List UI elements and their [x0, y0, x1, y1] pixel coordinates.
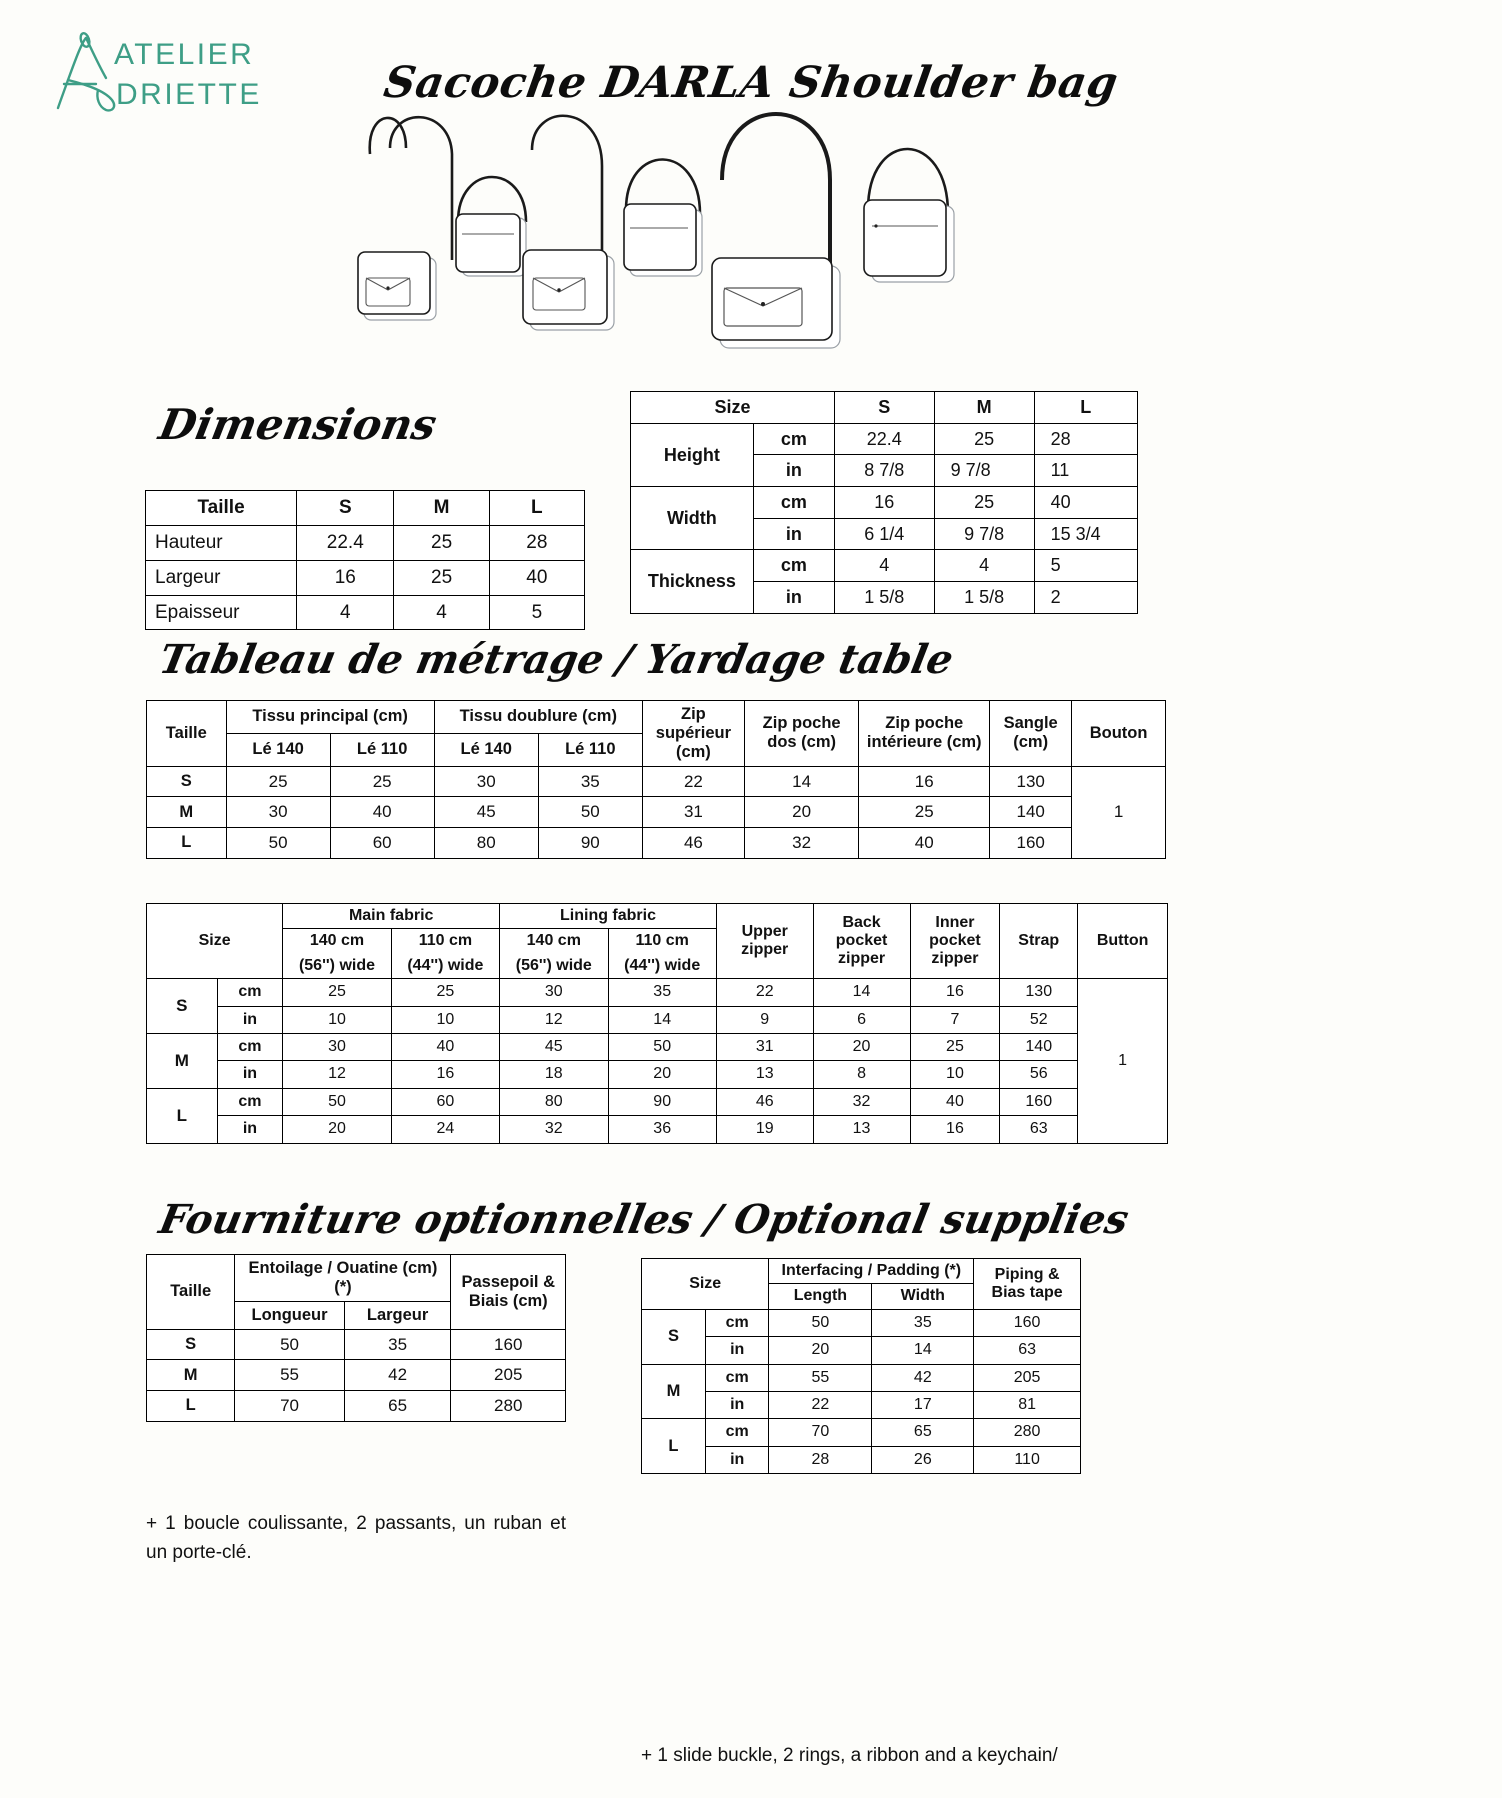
- sub-140cm: 140 cm: [283, 929, 391, 954]
- cell: 25: [330, 766, 434, 797]
- cell: 4: [297, 595, 394, 630]
- table-row: [642, 1364, 1081, 1391]
- row-label-height: Height: [631, 423, 754, 486]
- sub-largeur: Largeur: [344, 1301, 451, 1329]
- cell: 10: [283, 1006, 391, 1033]
- cell: 160: [1000, 1088, 1078, 1115]
- col-m: M: [934, 392, 1034, 424]
- cell: 30: [226, 797, 330, 828]
- row-label-epaisseur: Epaisseur: [146, 595, 297, 630]
- cell: 22.4: [834, 423, 934, 455]
- table-row: [147, 1329, 566, 1360]
- cell: 26: [872, 1446, 974, 1473]
- cell: 7: [910, 1006, 1000, 1033]
- bag-line-drawing: [330, 110, 1170, 375]
- col-size: Size: [631, 392, 835, 424]
- col-l: L: [1034, 392, 1137, 424]
- cell: 45: [434, 797, 538, 828]
- col-size: Size: [642, 1259, 769, 1310]
- cell: 90: [608, 1088, 716, 1115]
- cell: 16: [859, 766, 990, 797]
- sub-44-wide: (44'') wide: [391, 954, 499, 979]
- table-row: [147, 797, 1166, 828]
- sub-140cm: 140 cm: [500, 929, 608, 954]
- cell-bouton-value: 1: [1072, 766, 1166, 858]
- cell: 35: [872, 1309, 974, 1336]
- unit-cm: cm: [217, 1033, 283, 1060]
- cell: 5: [1034, 550, 1137, 582]
- heading-yardage: Tableau de métrage / Yardage table: [155, 636, 958, 683]
- cell: 32: [813, 1088, 910, 1115]
- footnote-en: + 1 slide buckle, 2 rings, a ribbon and a keychain/: [641, 1745, 1058, 1766]
- cell: 90: [538, 828, 642, 859]
- cell: 1 5/8: [934, 582, 1034, 614]
- table-row: [146, 525, 585, 560]
- unit-cm: cm: [753, 550, 834, 582]
- col-zip-poche-interieure: Zip poche intérieure (cm): [859, 701, 990, 767]
- table-row: [147, 1360, 566, 1391]
- cell: 55: [769, 1364, 872, 1391]
- row-size-l: L: [642, 1419, 706, 1474]
- group-tissu-doublure: Tissu doublure (cm): [434, 701, 642, 734]
- cell: 20: [813, 1033, 910, 1060]
- cell: 50: [538, 797, 642, 828]
- cell: 81: [974, 1391, 1081, 1418]
- cell-button-value: 1: [1078, 979, 1168, 1143]
- cell: 4: [834, 550, 934, 582]
- table-header-row: [147, 701, 1166, 734]
- cell: 160: [990, 828, 1072, 859]
- cell: 42: [872, 1364, 974, 1391]
- cell: 35: [538, 766, 642, 797]
- sub-le-140: Lé 140: [226, 733, 330, 766]
- cell: 4: [394, 595, 489, 630]
- table-row: [642, 1446, 1081, 1473]
- cell: 60: [330, 828, 434, 859]
- cell: 110: [974, 1446, 1081, 1473]
- cell: 17: [872, 1391, 974, 1418]
- cell: 8 7/8: [834, 455, 934, 487]
- cell: 160: [451, 1329, 566, 1360]
- dimensions-table-fr: [145, 490, 585, 630]
- row-size-l: L: [147, 1088, 218, 1143]
- page-title: Sacoche DARLA Shoulder bag: [380, 58, 1122, 108]
- table-row: [147, 1116, 1168, 1143]
- row-label-hauteur: Hauteur: [146, 525, 297, 560]
- table-row: [147, 979, 1168, 1006]
- col-m: M: [394, 491, 489, 526]
- cell: 20: [744, 797, 858, 828]
- cell: 22: [769, 1391, 872, 1418]
- table-row: [147, 1006, 1168, 1033]
- row-label-width: Width: [631, 487, 754, 550]
- unit-cm: cm: [217, 1088, 283, 1115]
- cell: 35: [344, 1329, 451, 1360]
- cell: 25: [391, 979, 499, 1006]
- table-header-row: [147, 904, 1168, 929]
- cell: 280: [451, 1391, 566, 1422]
- cell: 280: [974, 1419, 1081, 1446]
- cell: 12: [500, 1006, 608, 1033]
- cell: 9 7/8: [934, 518, 1034, 550]
- cell: 20: [769, 1337, 872, 1364]
- row-size-s: S: [147, 979, 218, 1034]
- cell: 11: [1034, 455, 1137, 487]
- cell: 50: [283, 1088, 391, 1115]
- cell: 25: [934, 487, 1034, 519]
- cell: 140: [990, 797, 1072, 828]
- sub-le-110: Lé 110: [538, 733, 642, 766]
- cell: 50: [226, 828, 330, 859]
- col-s: S: [297, 491, 394, 526]
- cell: 28: [489, 525, 584, 560]
- unit-in: in: [217, 1006, 283, 1033]
- cell: 18: [500, 1061, 608, 1088]
- cell: 14: [813, 979, 910, 1006]
- cell: 30: [434, 766, 538, 797]
- cell: 8: [813, 1061, 910, 1088]
- row-label-thickness: Thickness: [631, 550, 754, 613]
- cell: 40: [1034, 487, 1137, 519]
- group-entoilage-ouatine: Entoilage / Ouatine (cm) (*): [235, 1255, 451, 1302]
- col-s: S: [834, 392, 934, 424]
- table-row: [147, 766, 1166, 797]
- col-passepoil-biais: Passepoil & Biais (cm): [451, 1255, 566, 1330]
- cell: 14: [744, 766, 858, 797]
- cell: 25: [934, 423, 1034, 455]
- row-size-m: M: [147, 797, 227, 828]
- table-header-row: [146, 491, 585, 526]
- heading-optional-supplies: Fourniture optionnelles / Optional supplies: [155, 1196, 1133, 1243]
- cell: 22: [642, 766, 744, 797]
- cell: 19: [716, 1116, 813, 1143]
- cell: 30: [500, 979, 608, 1006]
- cell: 50: [235, 1329, 344, 1360]
- cell: 2: [1034, 582, 1137, 614]
- cell: 35: [608, 979, 716, 1006]
- cell: 16: [910, 1116, 1000, 1143]
- cell: 70: [769, 1419, 872, 1446]
- cell: 25: [226, 766, 330, 797]
- yardage-table-en: [146, 903, 1168, 1144]
- unit-in: in: [705, 1446, 768, 1473]
- col-taille: Taille: [146, 491, 297, 526]
- col-inner-pocket-zipper: Inner pocket zipper: [910, 904, 1000, 979]
- cell: 16: [297, 560, 394, 595]
- heading-dimensions: Dimensions: [155, 400, 441, 449]
- unit-in: in: [705, 1337, 768, 1364]
- sub-le-140: Lé 140: [434, 733, 538, 766]
- cell: 9: [716, 1006, 813, 1033]
- cell: 13: [813, 1116, 910, 1143]
- cell: 45: [500, 1033, 608, 1060]
- optional-table-fr: [146, 1254, 566, 1422]
- col-upper-zipper: Upper zipper: [716, 904, 813, 979]
- col-taille: Taille: [147, 701, 227, 767]
- col-taille: Taille: [147, 1255, 235, 1330]
- table-header-row: [631, 392, 1138, 424]
- col-piping-bias-tape: Piping & Bias tape: [974, 1259, 1081, 1310]
- group-tissu-principal: Tissu principal (cm): [226, 701, 434, 734]
- cell: 30: [283, 1033, 391, 1060]
- sub-length: Length: [769, 1284, 872, 1309]
- row-size-s: S: [642, 1309, 706, 1364]
- row-size-m: M: [147, 1360, 235, 1391]
- cell: 16: [910, 979, 1000, 1006]
- table-row: [147, 1088, 1168, 1115]
- cell: 32: [500, 1116, 608, 1143]
- cell: 140: [1000, 1033, 1078, 1060]
- cell: 63: [974, 1337, 1081, 1364]
- cell: 28: [769, 1446, 872, 1473]
- unit-in: in: [705, 1391, 768, 1418]
- cell: 40: [489, 560, 584, 595]
- dimensions-table-en: [630, 391, 1138, 614]
- table-row: [147, 1061, 1168, 1088]
- cell: 50: [769, 1309, 872, 1336]
- row-size-s: S: [147, 1329, 235, 1360]
- unit-in: in: [753, 518, 834, 550]
- cell: 50: [608, 1033, 716, 1060]
- cell: 40: [330, 797, 434, 828]
- unit-in: in: [217, 1116, 283, 1143]
- cell: 1 5/8: [834, 582, 934, 614]
- col-button: Button: [1078, 904, 1168, 979]
- sub-56-wide: (56'') wide: [500, 954, 608, 979]
- table-row: [147, 828, 1166, 859]
- cell: 52: [1000, 1006, 1078, 1033]
- cell: 40: [910, 1088, 1000, 1115]
- table-header-row: [147, 1255, 566, 1302]
- table-row: [146, 595, 585, 630]
- row-size-s: S: [147, 766, 227, 797]
- cell: 6: [813, 1006, 910, 1033]
- cell: 80: [500, 1088, 608, 1115]
- cell: 60: [391, 1088, 499, 1115]
- cell: 65: [344, 1391, 451, 1422]
- cell: 25: [859, 797, 990, 828]
- sub-le-110: Lé 110: [330, 733, 434, 766]
- unit-in: in: [753, 455, 834, 487]
- col-zip-poche-dos: Zip poche dos (cm): [744, 701, 858, 767]
- cell: 25: [910, 1033, 1000, 1060]
- cell: 40: [391, 1033, 499, 1060]
- table-row: [147, 1391, 566, 1422]
- cell: 160: [974, 1309, 1081, 1336]
- cell: 22.4: [297, 525, 394, 560]
- unit-in: in: [753, 582, 834, 614]
- cell: 205: [974, 1364, 1081, 1391]
- cell: 20: [608, 1061, 716, 1088]
- cell: 9 7/8: [934, 455, 1034, 487]
- brand-line1: ATELIER: [114, 38, 255, 71]
- table-row: [642, 1391, 1081, 1418]
- table-row: [631, 487, 1138, 519]
- group-main-fabric: Main fabric: [283, 904, 500, 929]
- cell: 4: [934, 550, 1034, 582]
- group-lining-fabric: Lining fabric: [500, 904, 717, 929]
- unit-in: in: [217, 1061, 283, 1088]
- bag-illustration: [330, 110, 1170, 375]
- col-sangle: Sangle (cm): [990, 701, 1072, 767]
- sub-width: Width: [872, 1284, 974, 1309]
- cell: 130: [990, 766, 1072, 797]
- cell: 16: [834, 487, 934, 519]
- cell: 14: [608, 1006, 716, 1033]
- cell: 205: [451, 1360, 566, 1391]
- cell: 55: [235, 1360, 344, 1391]
- table-row: [642, 1419, 1081, 1446]
- yardage-table-fr: [146, 700, 1166, 859]
- col-zip-superieur: Zip supérieur (cm): [642, 701, 744, 767]
- cell: 56: [1000, 1061, 1078, 1088]
- cell: 63: [1000, 1116, 1078, 1143]
- cell: 31: [642, 797, 744, 828]
- cell: 14: [872, 1337, 974, 1364]
- table-row: [642, 1309, 1081, 1336]
- table-row: [147, 1033, 1168, 1060]
- unit-cm: cm: [753, 487, 834, 519]
- col-size: Size: [147, 904, 283, 979]
- group-interfacing-padding: Interfacing / Padding (*): [769, 1259, 974, 1284]
- cell: 36: [608, 1116, 716, 1143]
- cell: 20: [283, 1116, 391, 1143]
- cell: 10: [910, 1061, 1000, 1088]
- cell: 5: [489, 595, 584, 630]
- sub-110cm: 110 cm: [608, 929, 716, 954]
- brand-line2: DRIETTE: [116, 78, 262, 111]
- cell: 70: [235, 1391, 344, 1422]
- cell: 16: [391, 1061, 499, 1088]
- cell: 130: [1000, 979, 1078, 1006]
- cell: 80: [434, 828, 538, 859]
- unit-cm: cm: [217, 979, 283, 1006]
- cell: 28: [1034, 423, 1137, 455]
- sub-56-wide: (56'') wide: [283, 954, 391, 979]
- cell: 25: [283, 979, 391, 1006]
- cell: 6 1/4: [834, 518, 934, 550]
- col-back-pocket-zipper: Back pocket zipper: [813, 904, 910, 979]
- cell: 15 3/4: [1034, 518, 1137, 550]
- cell: 24: [391, 1116, 499, 1143]
- cell: 65: [872, 1419, 974, 1446]
- row-size-l: L: [147, 828, 227, 859]
- table-row: [631, 550, 1138, 582]
- row-label-largeur: Largeur: [146, 560, 297, 595]
- sub-44-wide: (44'') wide: [608, 954, 716, 979]
- cell: 42: [344, 1360, 451, 1391]
- table-row: [642, 1337, 1081, 1364]
- row-size-m: M: [147, 1033, 218, 1088]
- col-l: L: [489, 491, 584, 526]
- table-row: [631, 423, 1138, 455]
- optional-table-en: [641, 1258, 1081, 1474]
- sub-110cm: 110 cm: [391, 929, 499, 954]
- cell: 40: [859, 828, 990, 859]
- col-bouton: Bouton: [1072, 701, 1166, 767]
- row-size-l: L: [147, 1391, 235, 1422]
- cell: 25: [394, 560, 489, 595]
- footnote-fr: + 1 boucle coulissante, 2 passants, un ruban et un porte-clé.: [146, 1513, 566, 1563]
- cell: 13: [716, 1061, 813, 1088]
- cell: 31: [716, 1033, 813, 1060]
- unit-cm: cm: [705, 1364, 768, 1391]
- unit-cm: cm: [705, 1309, 768, 1336]
- table-row: [146, 560, 585, 595]
- sub-longueur: Longueur: [235, 1301, 344, 1329]
- row-size-m: M: [642, 1364, 706, 1419]
- cell: 46: [716, 1088, 813, 1115]
- cell: 12: [283, 1061, 391, 1088]
- table-header-row: [642, 1259, 1081, 1284]
- cell: 25: [394, 525, 489, 560]
- unit-cm: cm: [753, 423, 834, 455]
- cell: 46: [642, 828, 744, 859]
- cell: 32: [744, 828, 858, 859]
- cell: 10: [391, 1006, 499, 1033]
- cell: 22: [716, 979, 813, 1006]
- unit-cm: cm: [705, 1419, 768, 1446]
- col-strap: Strap: [1000, 904, 1078, 979]
